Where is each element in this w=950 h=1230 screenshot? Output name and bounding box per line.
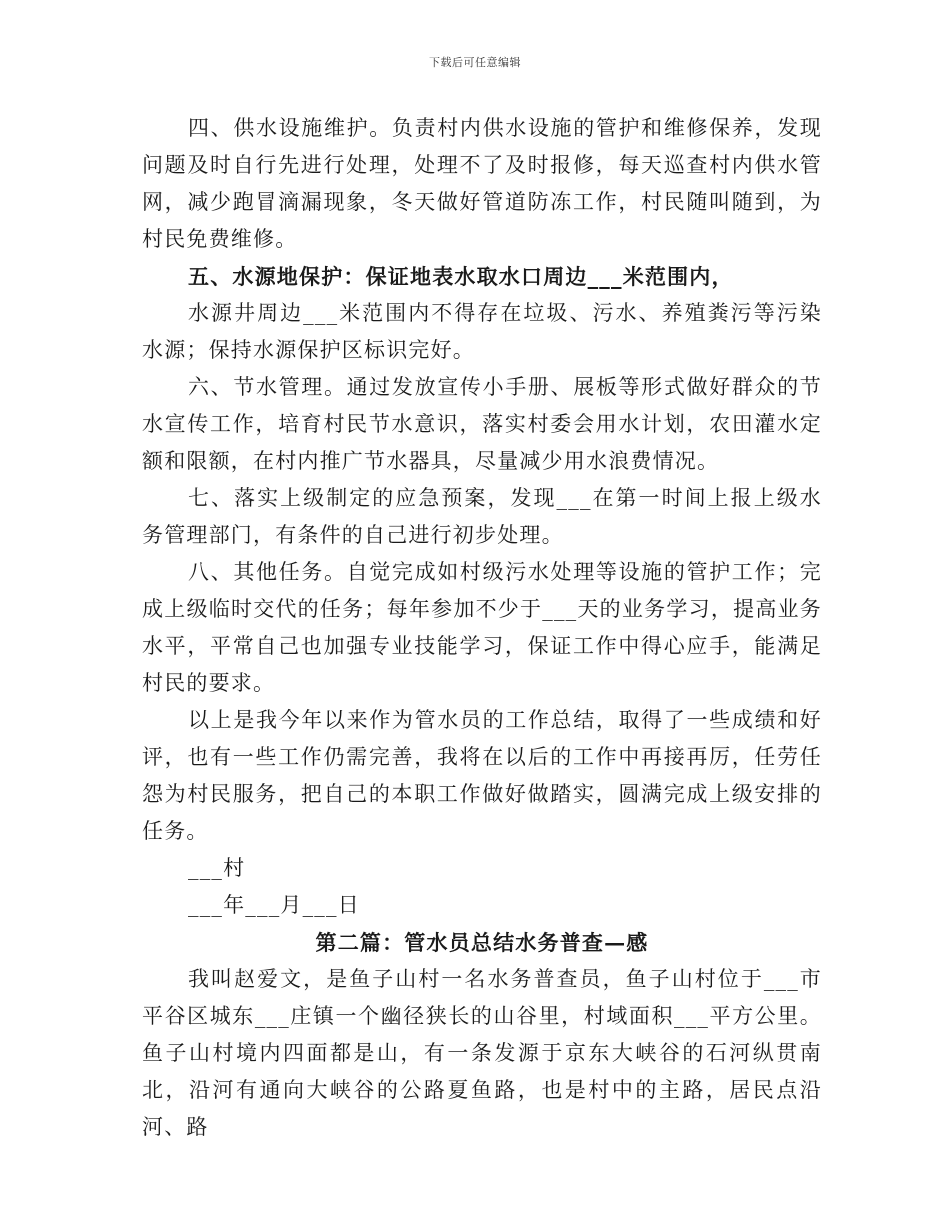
page-header: 下载后可任意编辑 xyxy=(429,56,521,69)
paragraph-well-protection: 水源井周边___米范围内不得存在垃圾、污水、养殖粪污等污染水源；保持水源保护区标识完好。 xyxy=(142,301,822,362)
signature-village: ___村 xyxy=(188,856,246,880)
document-body xyxy=(142,110,822,1146)
paragraph-introduction: 我叫赵爱文，是鱼子山村一名水务普查员，鱼子山村位于___市平谷区城东___庄镇一个幽径狭长的山谷里，村域面积___平方公里。鱼子山村境内四面都是山，有一条发源于京东大峡谷的石河纵贯南北，沿河有通向大峡谷的公路夏鱼路，也是村中的主路，居民点沿河、路 xyxy=(142,967,822,1139)
paragraph-water-source-protection: 五、水源地保护：保证地表水取水口周边___米范围内， xyxy=(188,264,734,289)
paragraph-emergency-plan: 七、落实上级制定的应急预案，发现___在第一时间上报上级水务管理部门，有条件的自己进行初步处理。 xyxy=(142,486,822,547)
paragraph-summary: 以上是我今年以来作为管水员的工作总结，取得了一些成绩和好评，也有一些工作仍需完善，我将在以后的工作中再接再厉，任劳任怨为村民服务，把自己的本职工作做好做踏实，圆满完成上级安排的任务。 xyxy=(142,708,822,843)
paragraph-water-saving: 六、节水管理。通过发放宣传小手册、展板等形式做好群众的节水宣传工作，培育村民节水意识，落实村委会用水计划，农田灌水定额和限额，在村内推广节水器具，尽量减少用水浪费情况。 xyxy=(142,375,822,473)
paragraph-facility-maintenance: 四、供水设施维护。负责村内供水设施的管护和维修保养，发现问题及时自行先进行处理，处理不了及时报修，每天巡查村内供水管网，减少跑冒滴漏现象，冬天做好管道防冻工作，村民随叫随到，为村民免费维修。 xyxy=(142,116,822,251)
paragraph-other-tasks: 八、其他任务。自觉完成如村级污水处理等设施的管护工作；完成上级临时交代的任务；每年参加不少于___天的业务学习，提高业务水平，平常自己也加强专业技能学习，保证工作中得心应手，能满足村民的要求。 xyxy=(142,560,822,695)
section-heading: 第二篇：管水员总结水务普查—感 xyxy=(315,930,649,955)
signature-date: ___年___月___日 xyxy=(188,893,360,917)
